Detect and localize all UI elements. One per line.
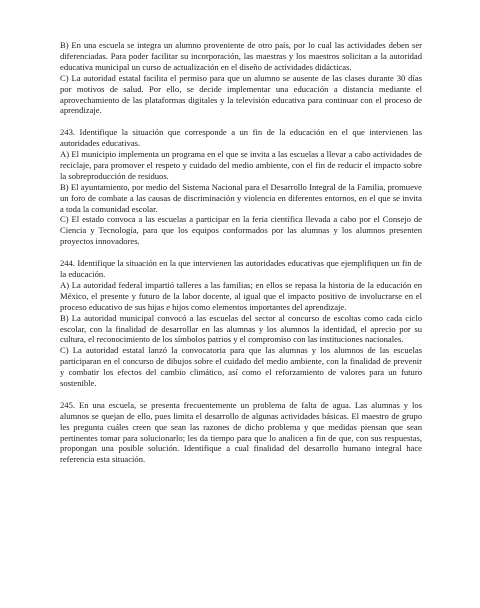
question-245 [60, 400, 422, 465]
spacer [60, 116, 422, 127]
question-244 [60, 258, 422, 389]
option-b: B) El ayuntamiento, por medio del Sistema Nacional para el Desarrollo Integral de la Familia, promueve un foro de combate a las causas de discriminación y violencia en diferentes entornos, en el que se invita a toda la comunidad escolar. [60, 181, 422, 214]
question-text: 243. Identifique la situación que corresponde a un fin de la educación en el que intervienen las autoridades educativas. [60, 127, 422, 149]
option-a: A) El municipio implementa un programa en el que se invita a las escuelas a llevar a cabo actividades de reciclaje, para promover el respeto y cuidado del medio ambiente, con el fin de reducir el impacto sobre la sobreproducción de residuos. [60, 149, 422, 181]
option-c: C) La autoridad estatal lanzó la convocatoria para que las alumnas y los alumnos de las escuelas participaran en el concurso de dibujos sobre el cuidado del medio ambiente, con la finalidad de prevenir y combatir los efectos del cambio climático, así como el reforzamiento de valores para un futuro sostenible. [60, 345, 422, 389]
option-c: C) La autoridad estatal facilita el permiso para que un alumno se ausente de las clases durante 30 días por motivos de salud. Por ello, se decide implementar una educación a distancia mediante el aprovechamiento de las plataformas digitales y la televisión educativa para continuar con el proceso de aprendizaje. [60, 72, 422, 116]
question-text: 244. Identifique la situación en la que intervienen las autoridades educativas que ejemplifiquen un fin de la educación. [60, 258, 422, 279]
spacer [60, 389, 422, 400]
question-243 [60, 127, 422, 247]
spacer [60, 247, 422, 258]
option-b: B) La autoridad municipal convocó a las escuelas del sector al concurso de escoltas como cada ciclo escolar, con la finalidad de desarrollar en las alumnas y los alumnos la identidad, el aprecio por su cultura, el reconocimiento de los símbolos patrios y el compromiso con las instituciones nacionales. [60, 312, 422, 345]
question-text: 245. En una escuela, se presenta frecuentemente un problema de falta de agua. Las alumnas y los alumnos se quejan de ello, pues limita el desarrollo de algunas actividades básicas. El maestro de grupo les pregunta cuáles creen que sean las razones de dicho problema y que medidas piensan que sean pertinentes tomar para solucionarlo; les da tiempo para que lo analicen a fin de que, con sus respuestas, propongan una posible solución. Identifique a cual finalidad del desarrollo humano integral hace referencia esta situación. [60, 399, 422, 465]
option-a: A) La autoridad federal impartió talleres a las familias; en ellos se repasa la historia de la educación en México, el presente y futuro de la labor docente, al igual que el impacto positivo de involucrarse en el proceso educativo de sus hijas e hijos como elementos importantes del aprendizaje. [60, 279, 422, 312]
option-b: B) En una escuela se integra un alumno proveniente de otro país, por lo cual las actividades deben ser diferenciadas. Para poder facilitar su incorporación, las maestras y los maestros solicitan a la autoridad educativa municipal un curso de actualización en el diseño de actividades didácticas. [60, 40, 422, 72]
option-c: C) El estado convoca a las escuelas a participar en la feria científica llevada a cabo por el Consejo de Ciencia y Tecnología, para que los equipos conformados por las alumnas y los alumnos presenten proyectos innovadores. [60, 214, 422, 247]
question-242-continuation [60, 40, 422, 116]
